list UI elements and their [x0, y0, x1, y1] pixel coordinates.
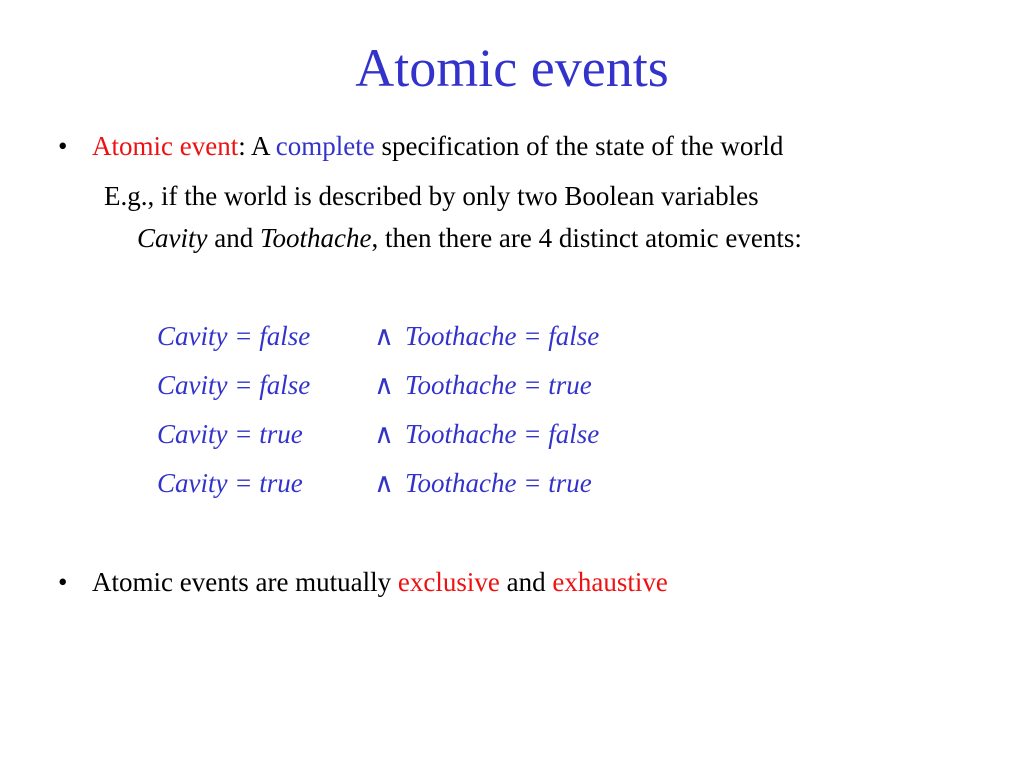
- variable-toothache: Toothache: [259, 223, 372, 253]
- event-rhs: Toothache = true: [405, 370, 592, 400]
- atomic-event-row: [157, 418, 599, 450]
- atomic-event-row: [157, 369, 592, 401]
- logical-and-symbol: ∧: [374, 419, 394, 449]
- emphasis-exhaustive: exhaustive: [552, 567, 668, 597]
- event-lhs: Cavity = true: [157, 419, 303, 449]
- event-rhs: Toothache = true: [405, 468, 592, 498]
- bullet2-and: and: [499, 567, 553, 597]
- logical-and-symbol: ∧: [374, 321, 394, 351]
- bullet-dot: •: [58, 131, 68, 161]
- term-atomic-event: Atomic event: [92, 131, 239, 161]
- bullet-dot: •: [58, 567, 68, 597]
- definition-rest: specification of the state of the world: [374, 131, 784, 161]
- emphasis-exclusive: exclusive: [397, 567, 500, 597]
- emphasis-complete: complete: [275, 131, 375, 161]
- event-lhs: Cavity = false: [157, 370, 311, 400]
- bullet-mutually-exclusive: [58, 566, 668, 598]
- event-lhs: Cavity = true: [157, 468, 303, 498]
- example-line-2-rest: , then there are 4 distinct atomic events:: [371, 223, 802, 253]
- example-line-1: E.g., if the world is described by only two Boolean variables: [104, 181, 759, 211]
- bullet2-prefix: Atomic events are mutually: [92, 567, 398, 597]
- variable-cavity: Cavity: [137, 223, 208, 253]
- slide-title: Atomic events: [355, 38, 669, 98]
- event-rhs: Toothache = false: [405, 321, 600, 351]
- event-lhs: Cavity = false: [157, 321, 311, 351]
- logical-and-symbol: ∧: [374, 468, 394, 498]
- logical-and-symbol: ∧: [374, 370, 394, 400]
- atomic-event-row: [157, 320, 599, 352]
- atomic-event-row: [157, 467, 592, 499]
- event-rhs: Toothache = false: [405, 419, 600, 449]
- bullet-atomic-event-definition: [58, 130, 783, 162]
- example-and: and: [207, 223, 260, 253]
- example-line-2: [137, 222, 802, 254]
- definition-colon-a: : A: [238, 131, 276, 161]
